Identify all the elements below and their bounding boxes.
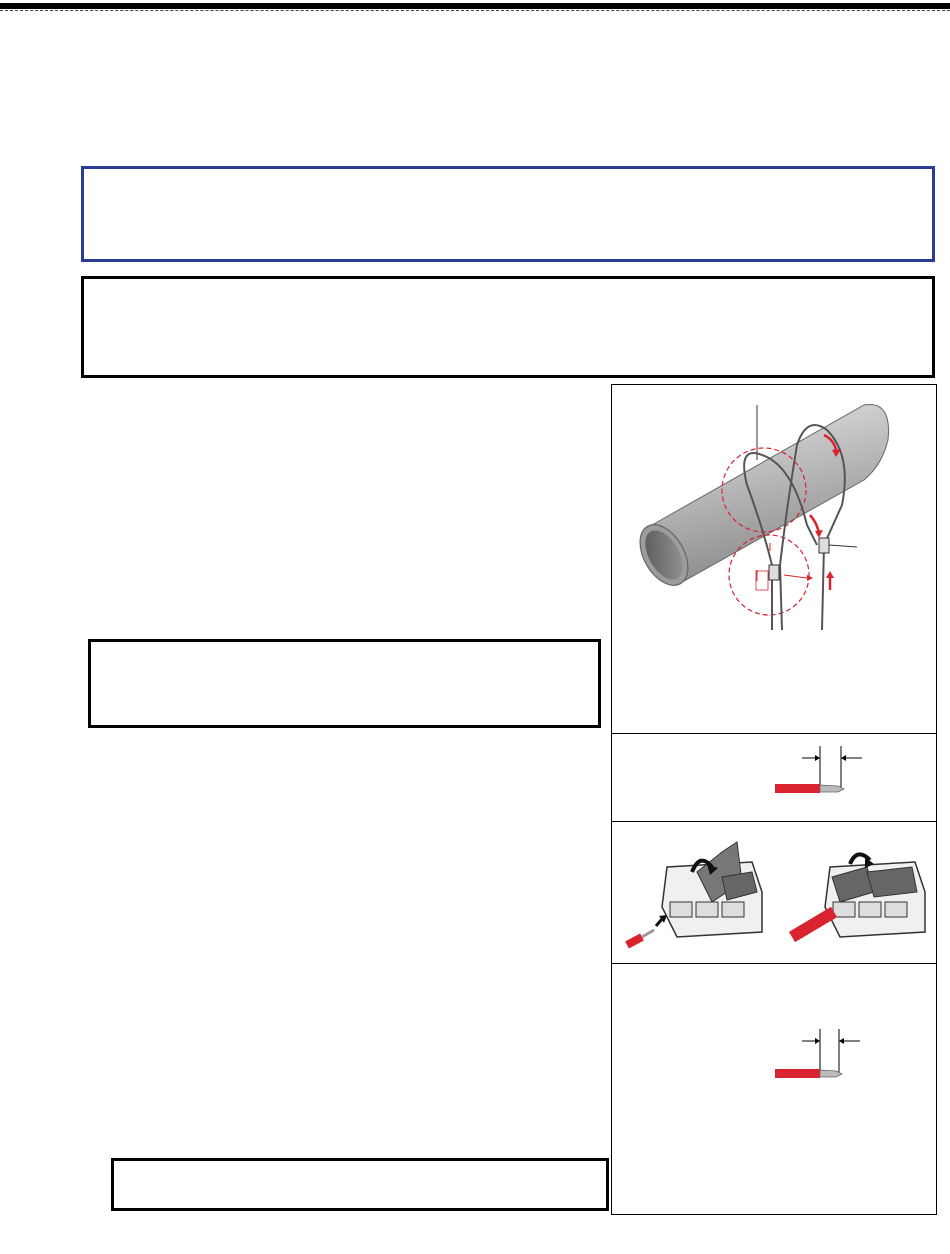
wire-strip-icon xyxy=(612,734,936,821)
lever-connector-icon xyxy=(612,822,936,963)
wire-strip-icon xyxy=(612,964,936,1214)
notice-box-black xyxy=(81,276,935,378)
note-box xyxy=(88,639,601,728)
header-dash-rule xyxy=(0,10,950,11)
figure-connector xyxy=(612,822,936,964)
pipe-cable-icon xyxy=(612,385,936,733)
figure-panel xyxy=(611,384,937,1215)
notice-box-blue xyxy=(81,166,935,262)
header-rule xyxy=(0,3,950,9)
note-box-bottom xyxy=(111,1158,609,1211)
figure-strip-length-2 xyxy=(612,964,936,1215)
figure-pipe xyxy=(612,385,936,734)
figure-strip-length-1 xyxy=(612,734,936,822)
